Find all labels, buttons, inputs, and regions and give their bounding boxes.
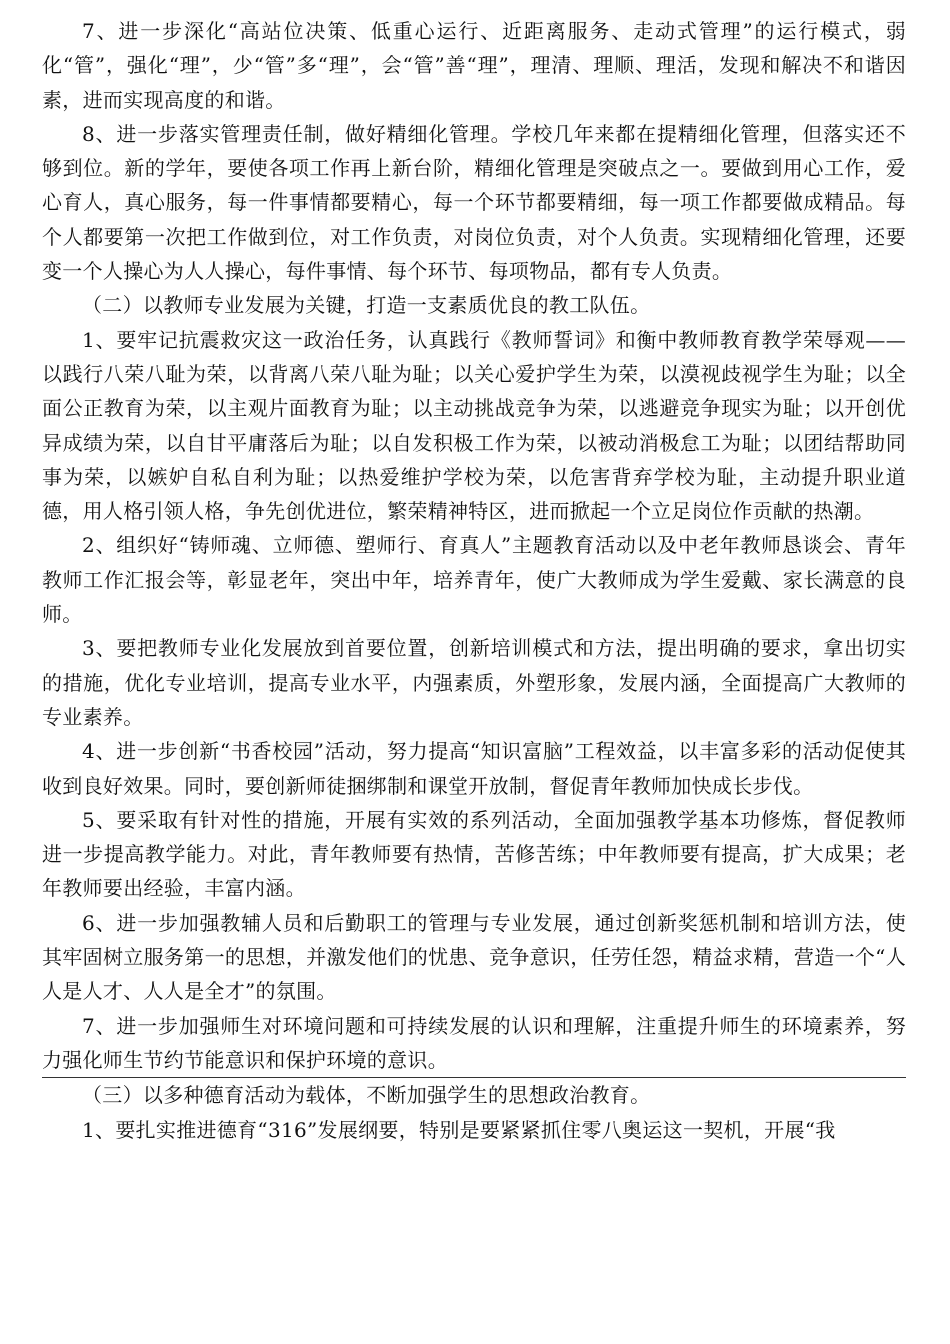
paragraph-refined-management: 8、进一步落实管理责任制，做好精细化管理。学校几年来都在提精细化管理，但落实还不够到位。新的学年，要使各项工作再上新台阶，精细化管理是突破点之一。要做到用心工作，爱心育人，真心服务，每一件事情都要精心，每一个环节都要精细，每一项工作都要做成精品。每个人都要第一次把工作做到位，对工作负责，对岗位负责，对个人负责。实现精细化管理，还要变一个人操心为人人操心，每件事情、每个环节、每项物品，都有专人负责。 (42, 121, 906, 284)
paragraph-teacher-oath: 1、要牢记抗震救灾这一政治任务，认真践行《教师誓词》和衡中教师教育教学荣辱观——以践行八荣八耻为荣，以背离八荣八耻为耻；以关心爱护学生为荣，以漠视歧视学生为耻；以全面公正教育为荣，以主观片面教育为耻；以主动挑战竞争为荣，以逃避竞争现实为耻；以开创优异成绩为荣，以自甘平庸落后为耻；以自发积极工作为荣，以被动消极怠工为耻；以团结帮助同事为荣，以嫉妒自私自利为耻；以热爱维护学校为荣，以危害背弃学校为耻，主动提升职业道德，用人格引领人格，争先创优进位，繁荣精神特区，进而掀起一个立足岗位作贡献的热潮。 (42, 327, 906, 524)
section-heading-moral-education: （三）以多种德育活动为载体，不断加强学生的思想政治教育。 (82, 1083, 651, 1108)
section-heading-teacher-development: （二）以教师专业发展为关键，打造一支素质优良的教工队伍。 (82, 293, 651, 318)
paragraph-moral-education-316: 1、要扎实推进德育“316”发展纲要，特别是要紧紧抓住零八奥运这一契机，开展“我 (82, 1117, 836, 1142)
paragraph-book-campus: 4、进一步创新“书香校园”活动，努力提高“知识富脑”工程效益，以丰富多彩的活动促使其收到良好效果。同时，要创新师徒捆绑制和课堂开放制，督促青年教师加快成长步伐。 (42, 739, 906, 798)
paragraph-management-mode: 7、进一步深化“高站位决策、低重心运行、近距离服务、走动式管理”的运行模式，弱化“管”，强化“理”，少“管”多“理”，会“管”善“理”，理清、理顺、理活，发现和解决不和谐因素，进而实现高度的和谐。 (42, 19, 906, 112)
paragraph-professional-training: 3、要把教师专业化发展放到首要位置，创新培训模式和方法，提出明确的要求，拿出切实的措施，优化专业培训，提高专业水平，内强素质，外塑形象，发展内涵，全面提高广大教师的专业素养。 (42, 636, 906, 729)
document-page (42, 14, 906, 1147)
paragraph-teaching-skills: 5、要采取有针对性的措施，开展有实效的系列活动，全面加强教学基本功修炼，督促教师进一步提高教学能力。对此，青年教师要有热情，苦修苦练；中年教师要有提高，扩大成果；老年教师要出经验，丰富内涵。 (42, 807, 906, 901)
paragraph-theme-education: 2、组织好“铸师魂、立师德、塑师行、育真人”主题教育活动以及中老年教师恳谈会、青年教师工作汇报会等，彰显老年，突出中年，培养青年，使广大教师成为学生爱戴、家长满意的良师。 (42, 533, 906, 627)
paragraph-environment: 7、进一步加强师生对环境问题和可持续发展的认识和理解，注重提升师生的环境素养，努力强化师生节约节能意识和保护环境的意识。 (42, 1013, 906, 1072)
paragraph-support-staff: 6、进一步加强教辅人员和后勤职工的管理与专业发展，通过创新奖惩机制和培训方法，使其牢固树立服务第一的思想，并激发他们的忧患、竞争意识，任劳任怨，精益求精，营造一个“人人是人才、人人是全才”的氛围。 (42, 910, 906, 1004)
